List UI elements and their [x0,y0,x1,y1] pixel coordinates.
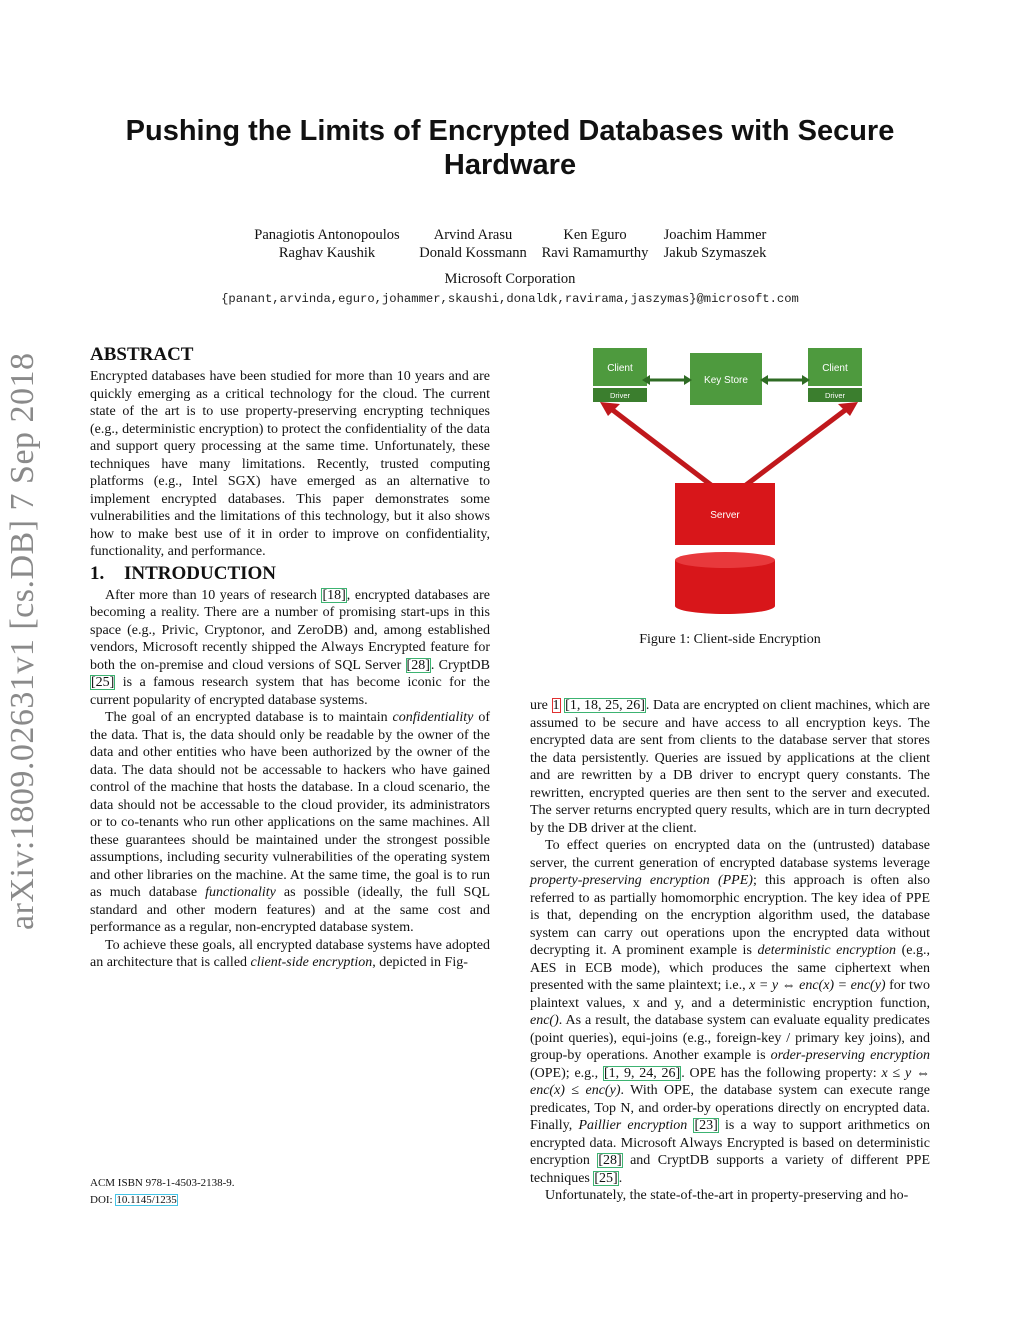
abstract-text: Encrypted databases have been studied for more than 10 years and are quickly emerging as a critical technology for the cloud. The current state of the art is to use property-preserving encrypting techniques (e.g., deterministic encryption) to protect the confidentiality of the data and support query processing at the same time. Unfortunately, these techniques have many limitations. Recently, trusted computing platforms (e.g., Intel SGX) have emerged as an alternative to implement encrypted databases. This paper demonstrates some vulnerabilities and the limitations of this technology, but it also shows how to make best use of it in order to improve on confidentiality, functionality, and performance. [90,369,490,559]
emphasis: order-preserving encryption [770,1048,930,1063]
intro-paragraph-1 [90,587,490,710]
citation-link[interactable]: [25] [91,675,115,690]
math-expression: x ≤ y ⇔ enc(x) ≤ enc(y) [530,1065,930,1098]
text-run: . With OPE, the database system can execute range predicates, Top N, and order-by operations directly on encrypted data. Finally, [530,1083,930,1133]
text-run: for two plaintext values, x and y, and a deterministic encryption function, [530,978,930,1011]
text-run: , encrypted databases are becoming a reality. There are a number of promising start-ups in this space (e.g., Privic, Cryptonor, and ZeroDB) and, among established vendors, Microsoft recently shipped the Always Encrypted feature for both the on-premise and cloud versions of SQL Server [90,587,490,673]
text-run: is a way to support arithmetics on encrypted data. Microsoft Always Encrypted is based on deterministic encryption [530,1118,931,1168]
author-name: Raghav Kaushik [278,245,376,261]
emphasis: client-side encryption [250,955,373,970]
diagram [560,340,900,620]
author-name: Arvind Arasu [433,227,513,243]
driver-left-label: Driver [610,391,630,400]
doi-line [90,1192,490,1209]
text-run: ure [530,698,552,713]
text-run: After more than 10 years of research [105,587,322,603]
text-run: The goal of an encrypted database is to maintain [105,710,393,725]
text-run: ; this approach is often also referred to as partially homomorphic encryption. The key idea of PPE is that, depending on the encryption algorithm used, the database system can carry out operations upon the encrypted data without decrypting it. A prominent example is [530,873,931,958]
text-run: of the data. That is, the data should only be readable by the owner of the data and other entities who have been authorized by the owner of the data. The data should not be accessable to hackers who have gained control of the machine that hosts the database. In a cloud scenario, the data should not be accessable to the cloud provider, its administrators or to co-tenants who run other applications on the same machines. All these guarantees should be maintained under the strongest possible assumptions, including security vulnerabilities of the operating system and other libraries on the machine. At the same time, the goal is to run as much database [90,710,490,900]
text-run: . Data are encrypted on client machines, which are assumed to be secure and have access to all encryption keys. The encrypted data are sent from clients to the database server that stores the data persistently. Queries are issued by applications at the client and are rewritten by a DB driver to encrypt query constants. The rewritten, encrypted queries are then sent to the server and executed. The server returns encrypted query results, which are in turn decrypted by the DB driver at the client. [530,698,930,836]
text-run: To effect queries on encrypted data on the (untrusted) database server, the current generation of encrypted database systems leverage [530,838,930,871]
figure-link[interactable]: 1 [552,698,560,713]
text-run: (OPE); e.g., [530,1065,603,1081]
text-run: . OPE has the following property: [681,1065,882,1081]
text-run: . CryptDB [430,657,490,673]
citation-link[interactable]: [1, 18, 25, 26] [565,698,645,713]
arrow-client-left-server [610,408,715,488]
emphasis: enc() [530,1013,559,1028]
arrow-client-right-server [742,408,848,488]
intro-paragraph-2 [90,709,490,937]
text-run: . [618,1170,623,1186]
keystore-label: Key Store [704,375,748,386]
text-run: and CryptDB supports a variety of different PPE techniques [530,1153,930,1186]
abstract-heading: ABSTRACT [90,344,194,365]
affiliation: Microsoft Corporation [444,271,576,287]
server-label: Server [710,510,740,521]
author-name: Ken Eguro [563,227,627,243]
isbn: ACM ISBN 978-1-4503-2138-9. [90,1177,235,1189]
author-emails: {panant,arvinda,eguro,johammer,skaushi,donaldk,ravirama,jaszymas}@microsoft.com [221,292,799,306]
citation-link[interactable]: [28] [406,657,430,673]
emphasis: Paillier encryption [578,1118,688,1133]
intro-paragraph-4 [530,697,930,837]
citation-link[interactable]: [28] [598,1153,622,1168]
citation-link[interactable]: [18] [322,587,346,603]
author-name: Donald Kossmann [419,245,527,261]
intro-paragraph-3 [90,937,490,972]
emphasis: deterministic encryption [757,943,897,958]
emphasis: property-preserving encryption (PPE) [530,873,753,888]
arxiv-stamp: arXiv:1809.02631v1 [cs.DB] 7 Sep 2018 [4,352,41,930]
text-run: To achieve these goals, all encrypted database systems have adopted an architecture that is called [90,937,490,970]
author-name: Ravi Ramamurthy [541,245,649,261]
emphasis: confidentiality [392,710,474,725]
text-run: (e.g., AES in ECB mode), which produces the same ciphertext when presented with the same plaintext; i.e., [530,943,930,993]
footnote [90,1175,490,1209]
emphasis: functionality [205,885,276,900]
author-block [90,226,930,308]
intro-paragraph-5 [530,837,930,1187]
citation-link[interactable]: [23] [694,1118,718,1133]
right-column [530,697,930,1205]
left-column [90,342,490,972]
intro-paragraph-6: Unfortunately, the state-of-the-art in property-preserving and ho- [545,1188,909,1203]
citation-link[interactable]: [1, 9, 24, 26] [603,1065,681,1081]
paper-title: Pushing the Limits of Encrypted Databases with Secure Hardware [125,115,895,181]
figure-client-side-encryption [560,340,900,620]
author-name: Jakub Szymaszek [663,245,767,261]
section-title: INTRODUCTION [124,562,277,584]
doi-link[interactable]: 10.1145/1235 [116,1194,177,1206]
section-number: 1. [90,562,105,584]
doi-label: DOI: [90,1194,116,1206]
text-run: is a famous research system that has become iconic for the current popularity of encrypted database systems. [90,675,490,708]
figure-caption: Figure 1: Client-side Encryption [639,632,821,647]
introduction-heading [90,561,490,587]
client-right-label: Client [822,363,848,374]
database-top [675,552,775,568]
driver-right-label: Driver [825,391,845,400]
text-run: . As a result, the database system can evaluate equality predicates (point queries), equi-joins (e.g., foreign-key / primary key joins), and group-by operations. Another example is [530,1013,930,1063]
text-run: as possible (ideally, the full SQL standard and other modern features) and at the same cost and performance as a regular, non-encrypted database system. [90,885,490,935]
author-row-2 [90,244,930,262]
database-bottom [675,598,775,614]
author-row-1 [90,226,930,244]
text-run: , depicted in Fig- [372,955,468,970]
citation-link[interactable]: [25] [594,1170,618,1186]
client-left-label: Client [607,363,633,374]
author-name: Joachim Hammer [663,227,767,243]
author-name: Panagiotis Antonopoulos [254,227,400,243]
math-expression: x = y ⇔ enc(x) = enc(y) [749,978,886,993]
